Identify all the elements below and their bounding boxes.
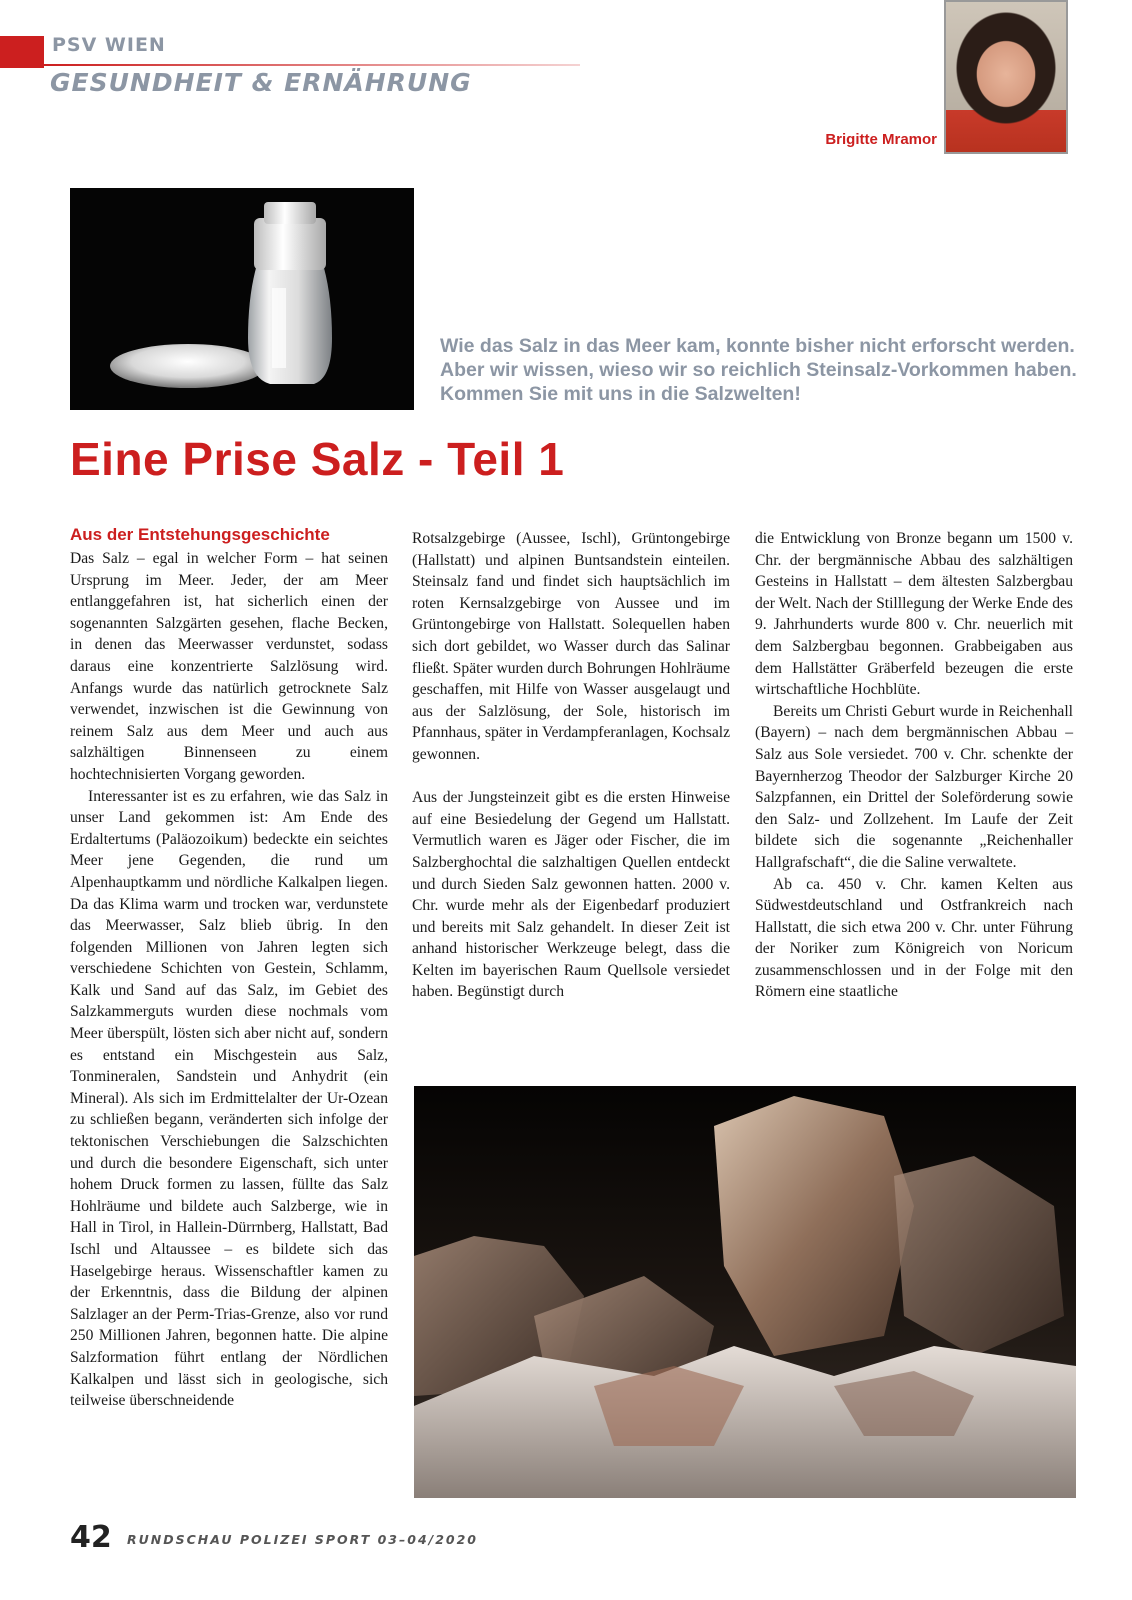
paragraph: Ab ca. 450 v. Chr. kamen Kelten aus Südwestdeutschland und Ostfrankreich nach Hallstatt, die sich etwa 200 v. Chr. unter Führung der Noriker zum Königreich von Noricum zusammenschlossen und in der Folge mit den Römern eine staatliche <box>755 875 1073 1001</box>
author-name: Brigitte Mramor <box>825 131 937 148</box>
article-subheading: Aus der Entstehungsgeschichte <box>70 525 330 544</box>
page-number: 42 <box>70 1520 112 1555</box>
author-photo <box>944 0 1068 154</box>
header-rule <box>44 64 580 66</box>
article-title: Eine Prise Salz - Teil 1 <box>70 433 565 485</box>
rock-salt-image <box>414 1086 1076 1498</box>
paragraph: Bereits um Christi Geburt wurde in Reichenhall (Bayern) – nach dem bergmännischen Abbau – Salz aus Sole versiedet. 700 v. Chr. schenkte der Bayernherzog Theodor der Salzburger Kirche 20 Salzpfannen, ein Drittel der Soleförderung sowie den Salz- und Zollzehent. Im Laufe der Zeit bildete sich die sogenannte „Reichenhaller Hallgrafschaft“, die die Saline verwaltete. <box>755 702 1073 871</box>
paragraph: Rotsalzgebirge (Aussee, Ischl), Grüntongebirge (Hallstatt) und alpinen Buntsandstein einteilen. Steinsalz fand und findet sich hauptsächlich im roten Kernsalzgebirge von Aussee und im Grüntongebirge von Hallstatt. Solequellen haben sich dort gebildet, wo Wasser durch das Salinar fließt. Später wurden durch Bohrungen Hohlräume geschaffen, mit Hilfe von Wasser ausgelaugt und aus der Salzlösung, der Sole, historisch im Pfannhaus, später in Verdampferanlagen, Kochsalz gewonnen. <box>412 530 730 763</box>
paragraph: Das Salz – egal in welcher Form – hat seinen Ursprung im Meer. Jeder, der am Meer entlanggefahren ist, hat sicherlich einen der sogenannten Salzgärten gesehen, flache Becken, in denen das Meerwasser verdunstet, sodass daraus eine konzentrierte Salzlösung wird. Anfangs wurde das natürlich getrocknete Salz verwendet, inzwischen ist die Gewinnung von reinem Salz aus dem Meer und auch aus salzhältigen Binnenseen zu einem hochtechnisierten Vorgang geworden. <box>70 550 388 783</box>
intro-text <box>440 334 1080 406</box>
intro-line-3: Kommen Sie mit uns in die Salzwelten! <box>440 383 801 405</box>
header-kicker: PSV WIEN <box>52 34 166 56</box>
paragraph: die Entwicklung von Bronze begann um 1500 v. Chr. der bergmännische Abbau des salzhältigen Gesteins in Hallstatt – dem ältesten Salzbergbau der Welt. Nach der Stilllegung der Werke Ende des 9. Jahrhunderts wurde 800 v. Chr. neuerlich mit dem Salzbergbau begonnen. Grabbeigaben aus dem Hallstätter Gräberfeld bezeugen die erste wirtschaftliche Hochblüte. <box>755 530 1073 699</box>
paragraph: Aus der Jungsteinzeit gibt es die ersten Hinweise auf eine Besiedelung der Gegend um Hallstatt. Vermutlich waren es Jäger oder Fischer, die im Salzberghochtal die salzhaltigen Quellen entdeckt und durch Sieden Salz gewonnen hatten. 2000 v. Chr. wurde mehr als der Eigenbedarf produziert und bereits mit Salz gehandelt. In dieser Zeit ist anhand historischer Werkzeuge belegt, dass die Kelten im bayerischen Raum Quellsole versiedet haben. Begünstigt durch <box>412 789 730 1001</box>
section-title: GESUNDHEIT & ERNÄHRUNG <box>50 68 472 97</box>
article-column-1 <box>70 525 388 1412</box>
paragraph: Interessanter ist es zu erfahren, wie das Salz in unser Land gekommen ist: Am Ende des Erdaltertums (Paläozoikum) bedeckte ein seichtes Meer jene Gegenden, die rund um Alpenhauptkamm und nördliche Kalkalpen liegen. Da das Klima warm und trocken war, verdunstete das Meerwasser, Salz blieb übrig. In den folgenden Millionen von Jahren legten sich verschiedene Schichten von Gestein, Schlamm, Kalk und Sand auf das Salz, im Gebiet des Salzkammerguts wurden diese nochmals vom Meer überspült, lösten sich aber nicht auf, sondern es entstand ein Mischgestein aus Salz, Tonmineralen, Sandstein und Anhydrit (ein Mineral). Als sich im Erdmittelalter der Ur-Ozean zu schließen begann, veränderten sich infolge der tektonischen Verschiebungen die Salzschichten und durch die besondere Eigenschaft, sich unter hohem Druck formen zu lassen, füllte das Salz Hohlräume und bildete auch Salzberge, wie in Hall in Tirol, in Hallein-Dürrnberg, Hallstatt, Bad Ischl und Altaussee – es bildete sich das Haselgebirge heraus. Wissenschaftler kamen zu der Erkenntnis, dass die Bildung der alpinen Salzlager an der Perm-Trias-Grenze, also vor rund 250 Millionen Jahren, begonnen hatte. Die alpine Salzformation führt entlang der Nördlichen Kalkalpen und lässt sich in geologische, sich teilweise überschneidende <box>70 787 388 1410</box>
magazine-name: RUNDSCHAU POLIZEI SPORT 03–04/2020 <box>127 1532 479 1547</box>
intro-line-1: Wie das Salz in das Meer kam, konnte bisher nicht erforscht werden. <box>440 335 1075 357</box>
salt-shaker-image <box>70 188 414 410</box>
article-column-3 <box>755 528 1073 1003</box>
article-column-2 <box>412 528 730 1003</box>
header-accent-bar <box>0 36 44 68</box>
intro-line-2: Aber wir wissen, wieso wir so reichlich Steinsalz-Vorkommen haben. <box>440 359 1077 381</box>
